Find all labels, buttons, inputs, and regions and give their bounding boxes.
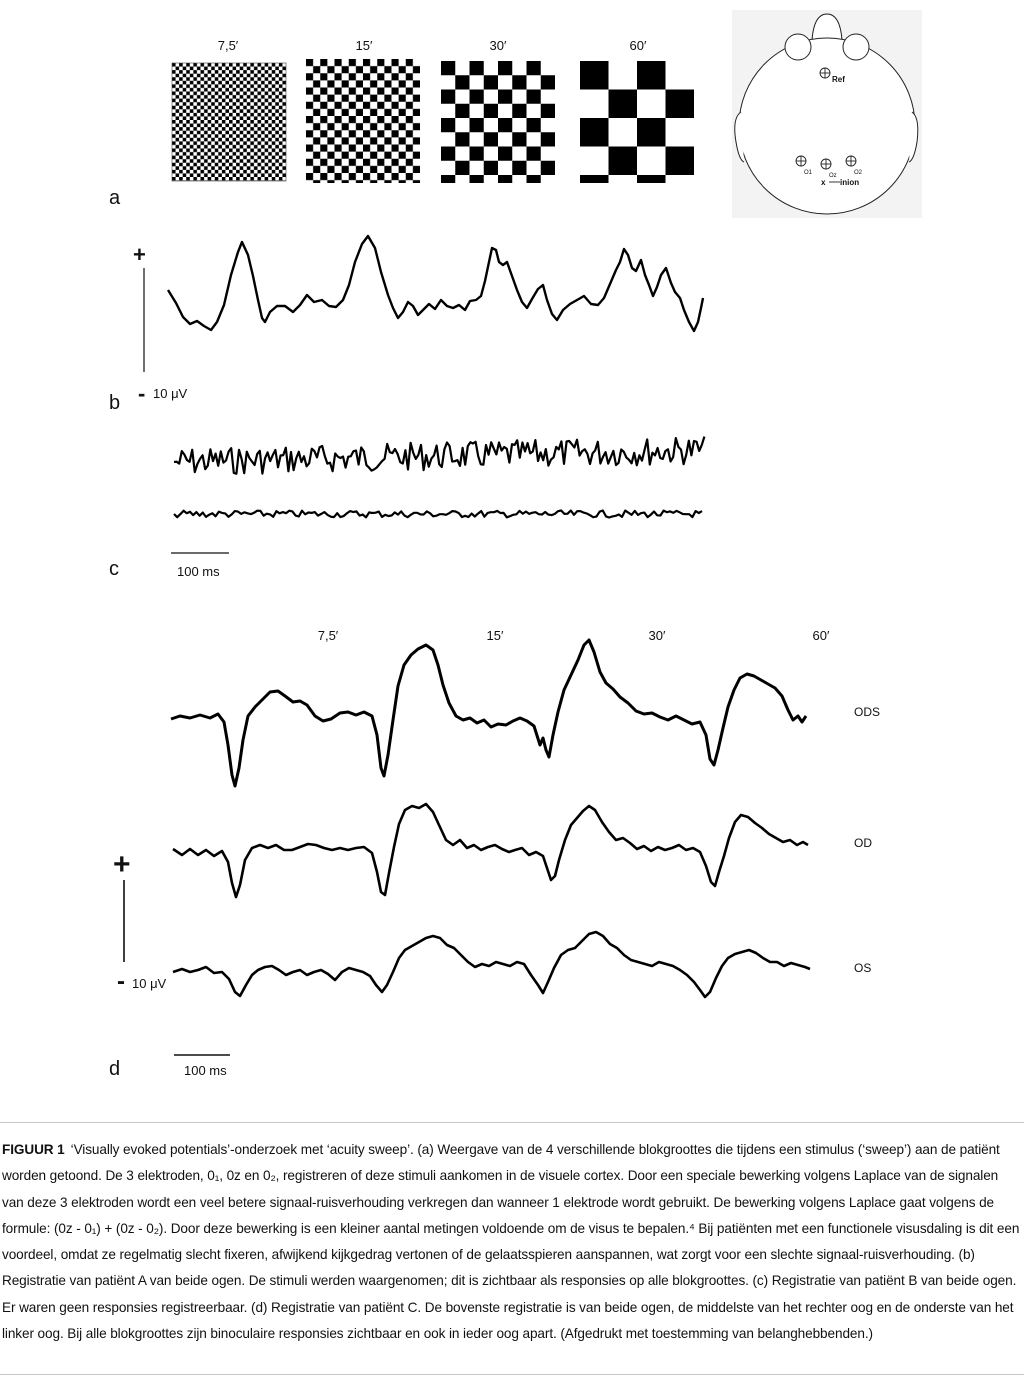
trace-c-noise bbox=[174, 437, 704, 474]
trace-b bbox=[168, 236, 703, 331]
eye-right bbox=[843, 34, 869, 60]
trace-d-od bbox=[173, 804, 808, 897]
scale-d-amplitude: 10 μV bbox=[132, 976, 167, 991]
figure-caption bbox=[2, 1137, 1020, 1347]
trace-d-os bbox=[173, 932, 810, 997]
checkerboard-30 bbox=[441, 61, 555, 183]
checkerboard-label-7-5: 7,5′ bbox=[217, 38, 239, 53]
panel-label-d: d bbox=[109, 1058, 121, 1080]
electrode-oz-label: Oz bbox=[829, 173, 837, 179]
checkerboard-60 bbox=[580, 61, 694, 183]
scale-b-plus: + bbox=[133, 242, 146, 267]
panel-label-b: b bbox=[109, 392, 121, 414]
checkerboard-label-60: 60′ bbox=[629, 38, 647, 53]
caption-top-rule bbox=[0, 1122, 1024, 1123]
d-size-label-60: 60′ bbox=[812, 628, 830, 643]
scale-b-minus: - bbox=[138, 381, 146, 406]
checkerboard-label-15: 15′ bbox=[355, 38, 373, 53]
inion-label: inion bbox=[840, 178, 860, 187]
inion-marker: x bbox=[821, 178, 826, 187]
trace-label-ods: ODS bbox=[854, 705, 881, 719]
scale-d-time: 100 ms bbox=[184, 1063, 227, 1078]
d-size-label-7-5: 7,5′ bbox=[317, 628, 339, 643]
caption-lead: FIGUUR 1 bbox=[2, 1142, 65, 1157]
d-size-label-15: 15′ bbox=[486, 628, 504, 643]
panel-label-c: c bbox=[109, 558, 119, 580]
electrode-o1-label: O1 bbox=[804, 170, 813, 176]
scale-d-plus: + bbox=[113, 848, 131, 881]
ref-electrode bbox=[820, 68, 830, 78]
panel-label-a: a bbox=[109, 187, 121, 209]
head-outline bbox=[739, 38, 915, 214]
checkerboard-label-30: 30′ bbox=[489, 38, 507, 53]
trace-c-flat bbox=[174, 511, 702, 518]
checkerboard-15 bbox=[306, 59, 420, 183]
d-size-label-30: 30′ bbox=[648, 628, 666, 643]
trace-label-os: OS bbox=[854, 961, 872, 975]
trace-label-od: OD bbox=[854, 836, 872, 850]
ref-label: Ref bbox=[832, 75, 845, 84]
eye-left bbox=[785, 34, 811, 60]
trace-d-ods bbox=[171, 640, 806, 786]
caption-bottom-rule bbox=[0, 1374, 1024, 1375]
scale-b-amplitude: 10 μV bbox=[153, 386, 188, 401]
electrode-o2-label: O2 bbox=[854, 170, 863, 176]
head-diagram bbox=[732, 10, 922, 218]
scale-d-minus: - bbox=[117, 968, 125, 995]
checkerboard-7-5 bbox=[172, 63, 286, 181]
caption-text: ‘Visually evoked potentials’-onderzoek met ‘acuity sweep’. (a) Weergave van de 4 verschillende blokgroottes die tijdens een stimulus (‘sweep’) aan de patiënt worden getoond. De 3 elektroden, 0₁, 0z en 0₂, registreren of deze stimuli aankomen in de visuele cortex. Door een speciale bewerking volgens Laplace van de signalen van deze 3 elektroden wordt een veel betere signaal-ruisverhouding verkregen dan wanneer 1 elektrode wordt gebruikt. De bewerking volgens Laplace gaat volgens de formule: (0z - 0₁) + (0z - 0₂). Door deze bewerking is een kleiner aantal metingen voldoende om de visus te bepalen.⁴ Bij patiënten met een functionele visusdaling is dit een voordeel, omdat ze regelmatig slecht fixeren, afwijkend kijkgedrag vertonen of de gelaatsspieren aanspannen, wat zorgt voor een slechte signaal-ruisverhouding. (b) Registratie van patiënt A van beide ogen. De stimuli werden waargenomen; dit is zichtbaar als responsies op alle blokgroottes. (c) Registratie van patiënt B van beide ogen. Er waren geen responsies registreerbaar. (d) Registratie van patiënt C. De bovenste registratie is van beide ogen, de middelste van het rechter oog en de onderste van het linker oog. Bij alle blokgroottes zijn binoculaire responsies zichtbaar en ook in ieder oog apart. (Afgedrukt met toestemming van belanghebbenden.) bbox=[2, 1142, 1020, 1342]
scale-c-time: 100 ms bbox=[177, 564, 220, 579]
